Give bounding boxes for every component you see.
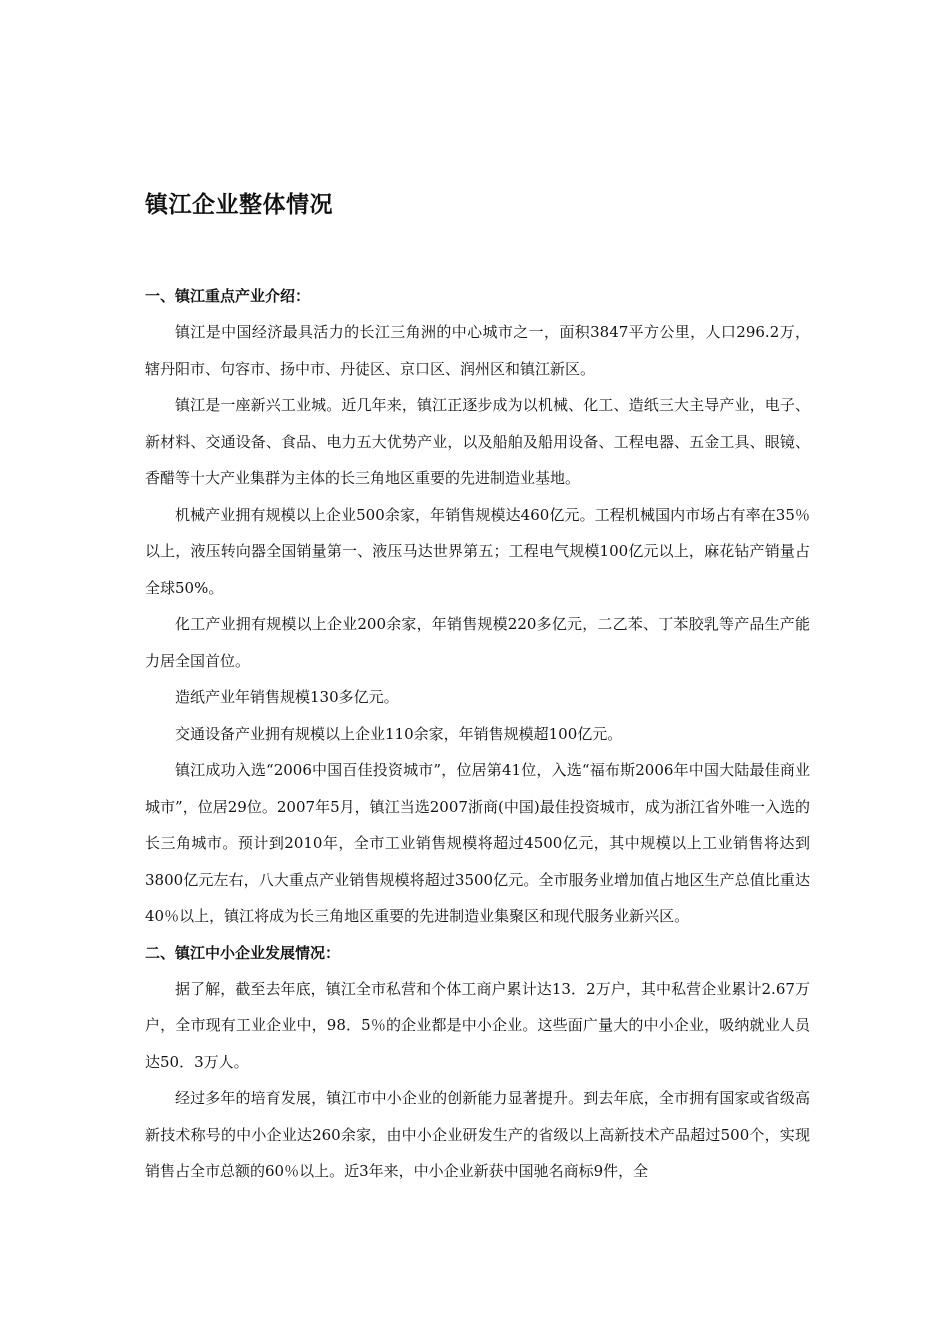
paragraph: 经过多年的培育发展，镇江市中小企业的创新能力显著提升。到去年底，全市拥有国家或省级高新技术称号的中小企业达260余家，由中小企业研发生产的省级以上高新技术产品超过500个，实现销售占全市总额的60％以上。近3年来，中小企业新获中国驰名商标9件，全 <box>145 1089 810 1180</box>
paragraph: 据了解，截至去年底，镇江全市私营和个体工商户累计达13．2万户，其中私营企业累计2.67万户，全市现有工业企业中，98．5％的企业都是中小企业。这些面广量大的中小企业，吸纳就业人员达50．3万人。 <box>145 979 810 1071</box>
document-title: 镇江企业整体情况 <box>145 192 333 218</box>
paragraph: 造纸产业年销售规模130多亿元。 <box>175 688 399 706</box>
paragraph: 化工产业拥有规模以上企业200余家，年销售规模220多亿元，二乙苯、丁苯胶乳等产品生产能力居全国首位。 <box>145 615 810 670</box>
paragraph: 镇江是一座新兴工业城。近几年来，镇江正逐步成为以机械、化工、造纸三大主导产业，电子、新材料、交通设备、食品、电力五大优势产业，以及船舶及船用设备、工程电器、五金工具、眼镜、香醋等十大产业集群为主体的长三角地区重要的先进制造业基地。 <box>145 396 810 487</box>
paragraph: 镇江成功入选“2006中国百佳投资城市”，位居第41位，入选“福布斯2006年中国大陆最佳商业城市”，位居29位。2007年5月，镇江当选2007浙商(中国)最佳投资城市，成为浙江省外唯一入选的长三角城市。预计到2010年，全市工业销售规模将超过4500亿元，其中规模以上工业销售将达到3800亿元左右，八大重点产业销售规模将超过3500亿元。全市服务业增加值占地区生产总值比重达40％以上，镇江将成为长三角地区重要的先进制造业集聚区和现代服务业新兴区。 <box>145 761 810 925</box>
paragraph: 机械产业拥有规模以上企业500余家，年销售规模达460亿元。工程机械国内市场占有率在35％以上，液压转向器全国销量第一、液压马达世界第五；工程电气规模100亿元以上，麻花钻产销量占全球50%。 <box>145 505 810 597</box>
paragraph: 交通设备产业拥有规模以上企业110余家，年销售规模超100亿元。 <box>175 724 623 743</box>
section-heading-industries: 一、镇江重点产业介绍： <box>145 287 311 305</box>
document-body <box>145 186 810 1190</box>
paragraph: 镇江是中国经济最具活力的长江三角洲的中心城市之一，面积3847平方公里，人口296.2万，辖丹阳市、句容市、扬中市、丹徒区、京口区、润州区和镇江新区。 <box>145 323 810 378</box>
section-heading-sme: 二、镇江中小企业发展情况： <box>145 943 341 962</box>
